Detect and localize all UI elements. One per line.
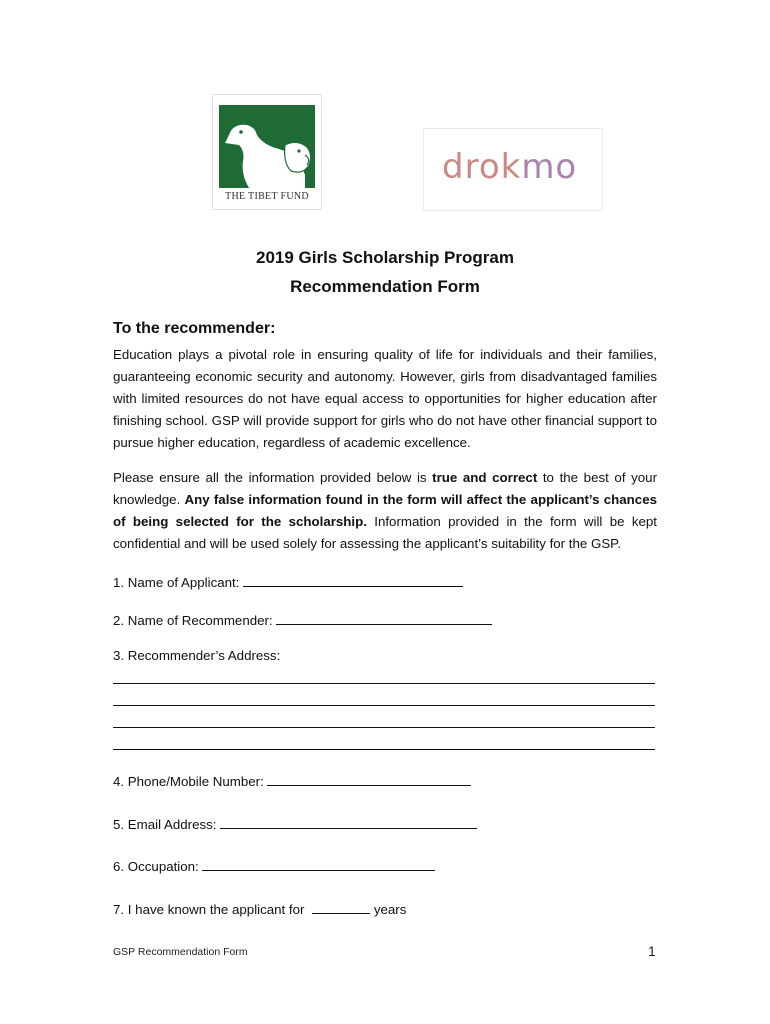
recommender-heading: To the recommender: — [113, 320, 276, 337]
drokmo-text-b: mo — [521, 147, 578, 187]
field-phone-label: 4. Phone/Mobile Number: — [113, 774, 264, 789]
field-applicant-name — [113, 572, 463, 590]
page-footer: GSP Recommendation Form — [113, 946, 248, 958]
address-line-4[interactable] — [113, 749, 655, 750]
drokmo-wordmark — [442, 147, 577, 187]
instructions-bold-1: true and correct — [432, 470, 538, 485]
tibet-fund-emblem — [219, 105, 315, 188]
recommender-name-input[interactable] — [276, 610, 492, 625]
drokmo-text-a: drok — [442, 147, 522, 187]
instructions-text-2: to the best of your knowledge. — [113, 470, 657, 507]
address-line-3[interactable] — [113, 727, 655, 728]
intro-paragraph: Education plays a pivotal role in ensuring quality of life for individuals and their families, guaranteeing economic security and autonomy. However, girls from disadvantaged families with limited resources do not have equal access to opportunities for higher education after finishing school. GSP will provide support for girls who do not have other financial support to pursue higher education, regardless of academic excellence. — [113, 347, 657, 450]
field-known-years — [113, 899, 406, 917]
applicant-name-input[interactable] — [243, 572, 463, 587]
field-known-years-label: 7. I have known the applicant for — [113, 902, 305, 917]
tibet-fund-caption: THE TIBET FUND — [225, 191, 309, 202]
instructions-text-1: Please ensure all the information provided below is — [113, 470, 433, 485]
address-line-1[interactable] — [113, 683, 655, 684]
field-known-years-suffix: years — [373, 902, 407, 917]
occupation-input[interactable] — [202, 856, 435, 871]
field-recommender-address — [113, 648, 280, 663]
form-title-line1: 2019 Girls Scholarship Program — [256, 248, 514, 267]
page-number: 1 — [648, 943, 656, 959]
instructions-text-3: Information provided in the form will be kept confidential and will be used solely for assessing the applicant’s suitability for the GSP. — [113, 514, 657, 551]
known-years-input[interactable] — [312, 899, 370, 914]
drokmo-logo — [423, 128, 603, 211]
birds-icon — [219, 105, 315, 188]
field-occupation — [113, 856, 435, 874]
email-input[interactable] — [220, 814, 477, 829]
form-title-line2: Recommendation Form — [290, 277, 480, 296]
field-applicant-name-label: 1. Name of Applicant: — [113, 575, 240, 590]
tibet-fund-logo — [212, 94, 322, 210]
field-recommender-address-label: 3. Recommender’s Address: — [113, 648, 281, 663]
instructions-bold-2: Any false information found in the form will affect the applicant’s chances of being selected for the scholarship. — [113, 492, 657, 529]
field-email — [113, 814, 477, 832]
field-recommender-name — [113, 610, 492, 628]
address-line-2[interactable] — [113, 705, 655, 706]
field-recommender-name-label: 2. Name of Recommender: — [113, 613, 273, 628]
field-phone — [113, 771, 471, 789]
field-occupation-label: 6. Occupation: — [113, 859, 199, 874]
phone-input[interactable] — [267, 771, 471, 786]
instructions-paragraph — [113, 467, 657, 555]
field-email-label: 5. Email Address: — [113, 817, 217, 832]
